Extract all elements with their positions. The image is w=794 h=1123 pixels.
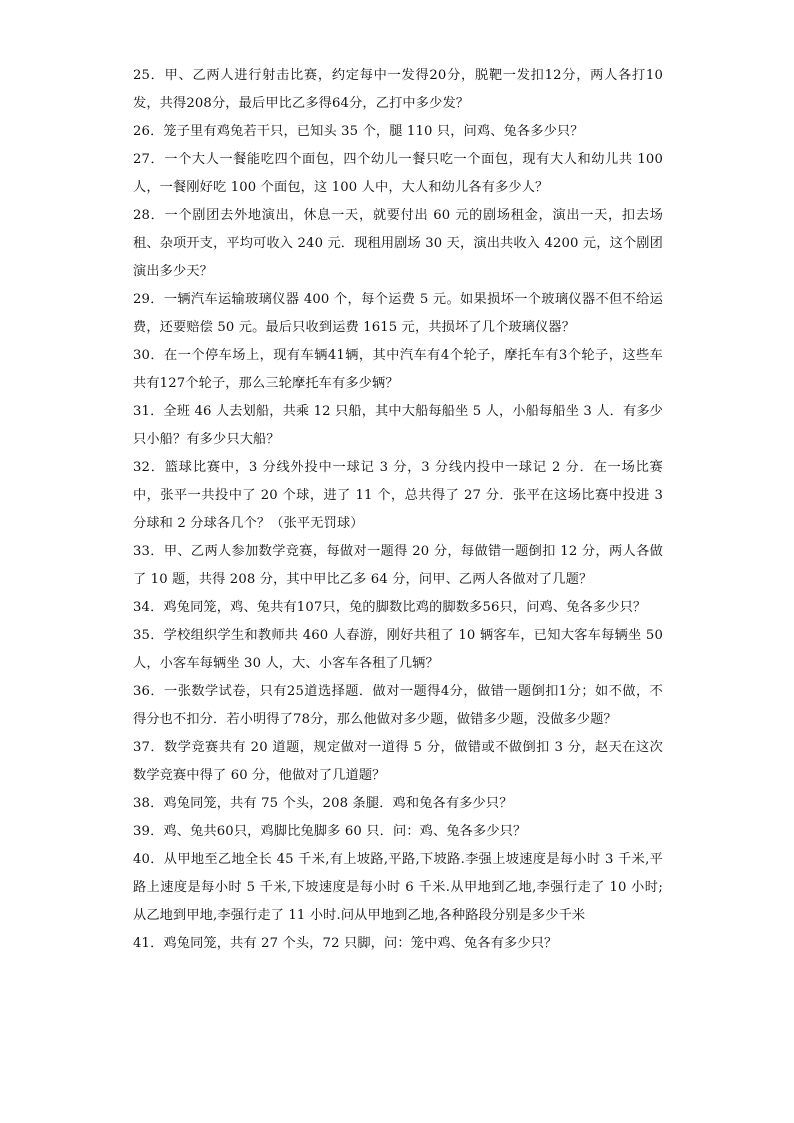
problem-list [133,62,663,958]
problem-35: 35．学校组织学生和教师共 460 人春游，刚好共租了 10 辆客车，已知大客车每辆坐 50 人，小客车每辆坐 30 人，大、小客车各租了几辆？ [133,628,663,671]
problem-30: 30．在一个停车场上，现有车辆41辆，其中汽车有4个轮子，摩托车有3个轮子，这些车共有127个轮子，那么三轮摩托车有多少辆？ [133,348,663,391]
problem-29: 29．一辆汽车运输玻璃仪器 400 个，每个运费 5 元。如果损坏一个玻璃仪器不但不给运费，还要赔偿 50 元。最后只收到运费 1615 元，共损坏了几个玻璃仪器？ [133,292,663,335]
problem-34: 34．鸡兔同笼，鸡、兔共有107只，兔的脚数比鸡的脚数多56只，问鸡、兔各多少只？ [133,600,647,615]
problem-31: 31．全班 46 人去划船，共乘 12 只船，其中大船每船坐 5 人，小船每船坐 3 人．有多少只小船？有多少只大船？ [133,404,663,447]
problem-39: 39．鸡、兔共60只，鸡脚比兔脚多 60 只．问：鸡、兔各多少只？ [133,824,527,839]
problem-37: 37．数学竞赛共有 20 道题，规定做对一道得 5 分，做错或不做倒扣 3 分，赵天在这次数学竞赛中得了 60 分，他做对了几道题？ [133,740,663,783]
problem-25: 25．甲、乙两人进行射击比赛，约定每中一发得20分，脱靶一发扣12分，两人各打10发，共得208分，最后甲比乙多得64分，乙打中多少发？ [133,68,663,111]
problem-36: 36．一张数学试卷，只有25道选择题．做对一题得4分，做错一题倒扣1分；如不做，不得分也不扣分．若小明得了78分，那么他做对多少题，做错多少题，没做多少题？ [133,684,663,727]
problem-41: 41．鸡兔同笼，共有 27 个头，72 只脚，问：笼中鸡、兔各有多少只？ [133,936,558,951]
problem-26: 26．笼子里有鸡兔若干只，已知头 35 个，腿 110 只，问鸡、兔各多少只？ [133,124,584,139]
problem-33: 33．甲、乙两人参加数学竞赛，每做对一题得 20 分，每做错一题倒扣 12 分，两人各做了 10 题，共得 208 分，其中甲比乙多 64 分，问甲、乙两人各做对了几题？ [133,544,663,587]
problem-40: 40．从甲地至乙地全长 45 千米,有上坡路,平路,下坡路.李强上坡速度是每小时 3 千米,平路上速度是每小时 5 千米,下坡速度是每小时 6 千米.从甲地到乙地,李强行走了 10 小时;从乙地到甲地,李强行走了 11 小时.问从甲地到乙地,各种路段分别是多少千米 [133,852,663,923]
problem-28: 28．一个剧团去外地演出，休息一天，就要付出 60 元的剧场租金，演出一天，扣去场租、杂项开支，平均可收入 240 元．现租用剧场 30 天，演出共收入 4200 元，这个剧团演出多少天？ [133,208,663,279]
problem-32: 32．篮球比赛中，3 分线外投中一球记 3 分，3 分线内投中一球记 2 分．在一场比赛中，张平一共投中了 20 个球，进了 11 个，总共得了 27 分．张平在这场比赛中投进 3 分球和 2 分球各几个？（张平无罚球） [133,460,663,531]
problem-38: 38．鸡兔同笼，共有 75 个头，208 条腿．鸡和兔各有多少只？ [133,796,513,811]
problem-27: 27．一个大人一餐能吃四个面包，四个幼儿一餐只吃一个面包，现有大人和幼儿共 100 人，一餐刚好吃 100 个面包，这 100 人中，大人和幼儿各有多少人？ [133,152,663,195]
